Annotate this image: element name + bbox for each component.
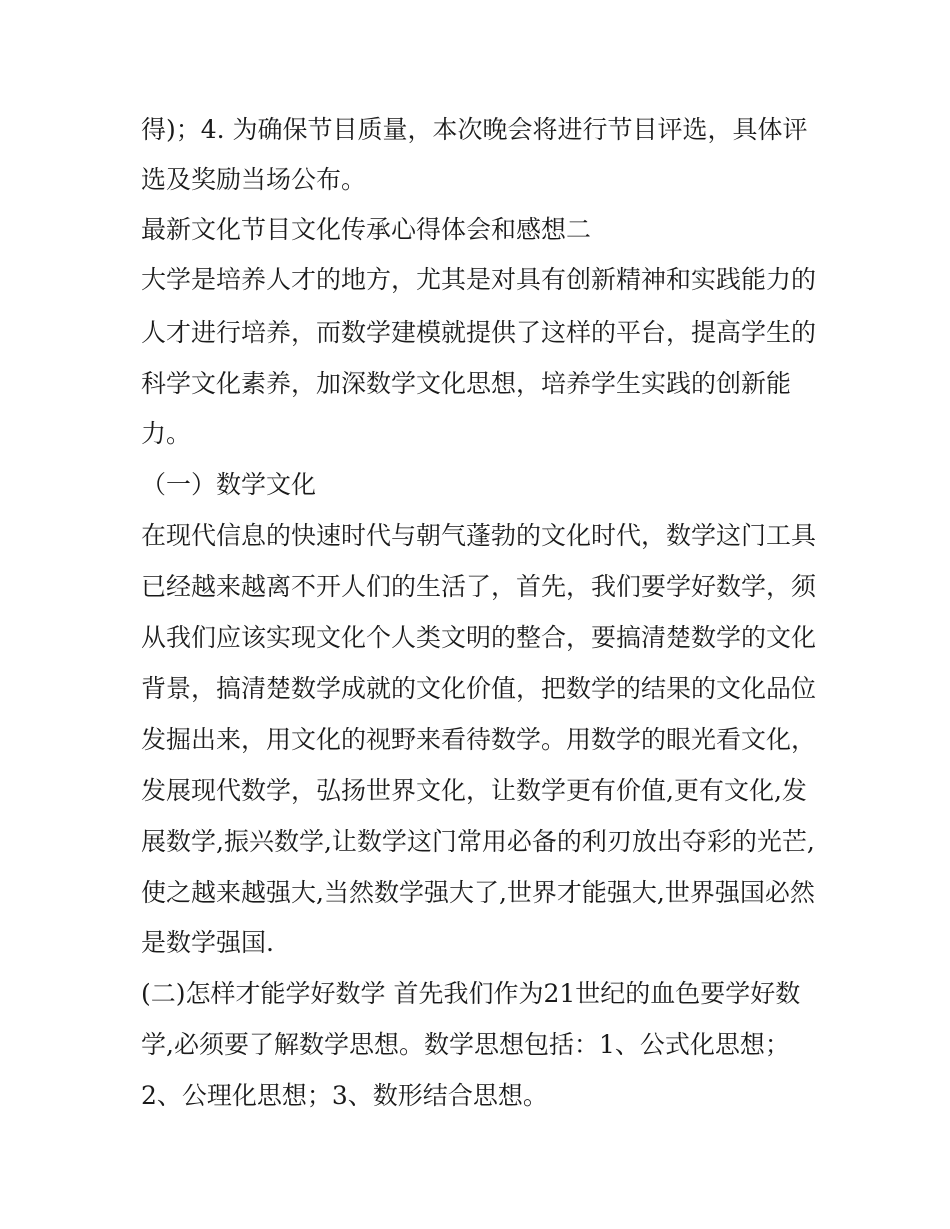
text-line: 已经越来越离不开人们的生活了，首先，我们要学好数学，须 (141, 572, 817, 601)
text-line: 选及奖励当场公布。 (141, 165, 367, 194)
text-line: 展数学,振兴数学,让数学这门常用必备的利刃放出夺彩的光芒, (141, 827, 815, 856)
text-line: 发掘出来，用文化的视野来看待数学。用数学的眼光看文化， (141, 725, 817, 754)
text-line: 2、公理化思想；3、数形结合思想。 (141, 1081, 548, 1110)
text-line: 大学是培养人才的地方，尤其是对具有创新精神和实践能力的 (141, 265, 817, 294)
section-heading: 最新文化节目文化传承心得体会和感想二 (141, 215, 592, 244)
text-line: 得)；4. 为确保节目质量，本次晚会将进行节目评选，具体评 (141, 115, 808, 144)
text-line: 力。 (141, 419, 192, 448)
text-line: 发展现代数学，弘扬世界文化，让数学更有价值,更有文化,发 (141, 776, 807, 805)
text-line: 科学文化素养，加深数学文化思想，培养学生实践的创新能 (141, 369, 792, 398)
text-line: 人才进行培养，而数学建模就提供了这样的平台，提高学生的 (141, 318, 817, 347)
text-line: 使之越来越强大,当然数学强大了,世界才能强大,世界强国必然 (141, 878, 815, 907)
text-line: 背景，搞清楚数学成就的文化价值，把数学的结果的文化品位 (141, 674, 817, 703)
text-line: 学,必须要了解数学思想。数学思想包括：1、公式化思想； (141, 1030, 790, 1059)
text-line: 在现代信息的快速时代与朝气蓬勃的文化时代，数学这门工具 (141, 521, 817, 550)
subsection-heading: （一）数学文化 (141, 470, 317, 499)
text-line: 是数学强国. (141, 928, 274, 957)
subsection-heading: (二)怎样才能学好数学 首先我们作为21世纪的血色要学好数 (141, 979, 801, 1008)
text-line: 从我们应该实现文化个人类文明的整合，要搞清楚数学的文化 (141, 623, 817, 652)
